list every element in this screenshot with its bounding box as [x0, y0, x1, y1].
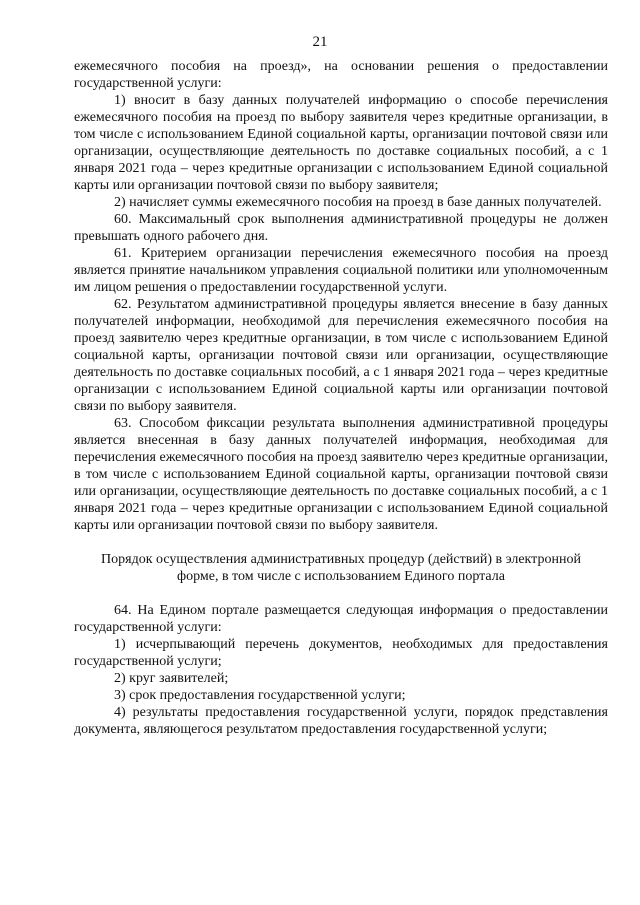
list-item-64-2: 2) круг заявителей; — [114, 671, 229, 686]
document-body — [74, 58, 608, 738]
list-item-64-4: 4) результаты предоставления государственной услуги, порядок представления документа, являющегося результатом предоставления государственной услуги; — [74, 705, 608, 737]
paragraph-continuation: ежемесячного пособия на проезд», на основании решения о предоставлении государственной услуги: — [74, 59, 608, 91]
section-heading: Порядок осуществления административных процедур (действий) в электронной форме, в том числе с использованием Единого портала — [101, 552, 581, 584]
page-number: 21 — [312, 34, 328, 50]
paragraph-61: 61. Критерием организации перечисления ежемесячного пособия на проезд является принятие начальником управления социальной политики или уполномоченным им лицом решения о предоставлении государственной услуги. — [74, 246, 608, 295]
paragraph-60: 60. Максимальный срок выполнения административной процедуры не должен превышать одного рабочего дня. — [74, 212, 608, 244]
paragraph-62: 62. Результатом административной процедуры является внесение в базу данных получателей информации, необходимой для перечисления ежемесячного пособия на проезд заявителю через кредитные организации, в том числе с использованием Единой социальной карты, организации почтовой связи или организации, осуществляющие деятельность по доставке социальных пособий, а с 1 января 2021 года – через кредитные организации с использованием Единой социальной карты или организации почтовой связи по выбору заявителя. — [74, 297, 608, 414]
paragraph-64: 64. На Едином портале размещается следующая информация о предоставлении государственной услуги: — [74, 603, 608, 635]
paragraph-63: 63. Способом фиксации результата выполнения административной процедуры является внесенная в базу данных получателей информация, необходимая для перечисления ежемесячного пособия на проезд заявителю через кредитные организации, в том числе с использованием Единой социальной карты, организации почтовой связи или организации, осуществляющие деятельность по доставке социальных пособий, а с 1 января 2021 года – через кредитные организации с использованием Единой социальной карты или организации почтовой связи по выбору заявителя. — [74, 416, 608, 533]
list-item-64-3: 3) срок предоставления государственной услуги; — [114, 688, 406, 703]
list-item-2: 2) начисляет суммы ежемесячного пособия на проезд в базе данных получателей. — [114, 195, 602, 210]
list-item-64-1: 1) исчерпывающий перечень документов, необходимых для предоставления государственной услуги; — [74, 637, 608, 669]
list-item-1: 1) вносит в базу данных получателей информацию о способе перечисления ежемесячного пособия на проезд по выбору заявителя через кредитные организации, в том числе с использованием Единой социальной карты, организации почтовой связи или организации, осуществляющие деятельность по доставке социальных пособий, а с 1 января 2021 года – через кредитные организации с использованием Единой социальной карты или организации почтовой связи по выбору заявителя; — [74, 93, 608, 193]
